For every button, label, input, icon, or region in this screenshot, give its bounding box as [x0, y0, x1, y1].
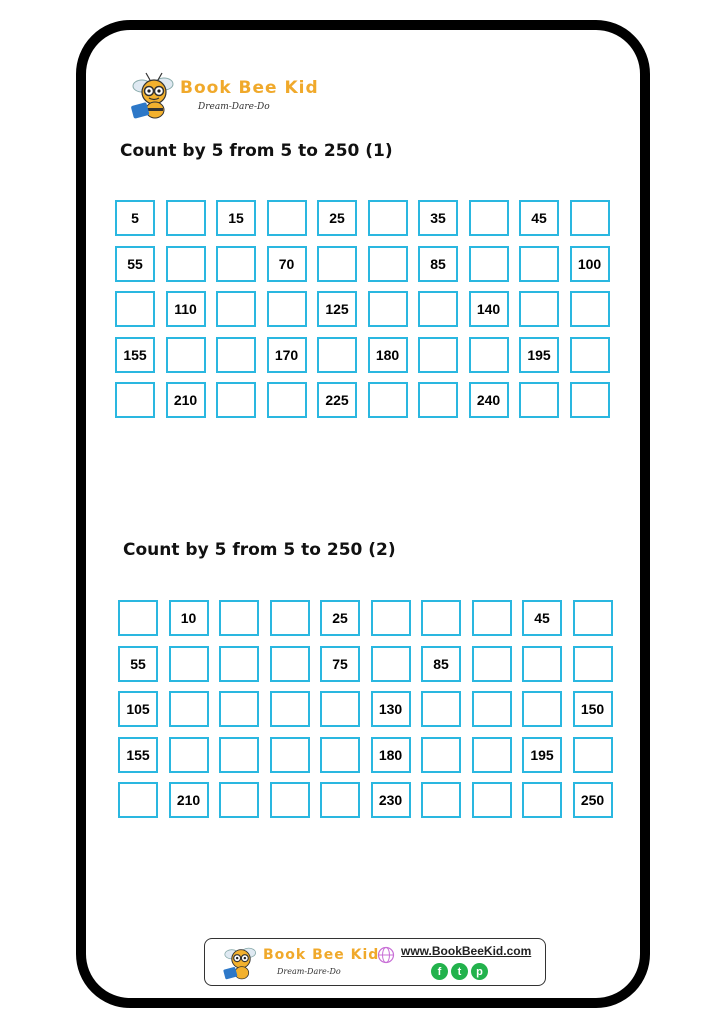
- blank-answer-cell[interactable]: [570, 337, 610, 373]
- blank-answer-cell[interactable]: [166, 200, 206, 236]
- blank-answer-cell[interactable]: [118, 600, 158, 636]
- brand-name: Book Bee Kid: [180, 78, 319, 98]
- number-cell: 85: [418, 246, 458, 282]
- number-cell: 100: [570, 246, 610, 282]
- number-cell: 105: [118, 691, 158, 727]
- number-cell: 110: [166, 291, 206, 327]
- blank-answer-cell[interactable]: [519, 246, 559, 282]
- blank-answer-cell[interactable]: [169, 737, 209, 773]
- number-cell: 230: [371, 782, 411, 818]
- blank-answer-cell[interactable]: [472, 600, 512, 636]
- footer-tagline: Dream-Dare-Do: [277, 967, 341, 976]
- number-cell: 45: [522, 600, 562, 636]
- blank-answer-cell[interactable]: [519, 382, 559, 418]
- number-cell: 75: [320, 646, 360, 682]
- number-cell: 45: [519, 200, 559, 236]
- blank-answer-cell[interactable]: [219, 691, 259, 727]
- blank-answer-cell[interactable]: [472, 646, 512, 682]
- blank-answer-cell[interactable]: [219, 646, 259, 682]
- pinterest-icon[interactable]: p: [471, 963, 488, 980]
- number-cell: 210: [166, 382, 206, 418]
- number-cell: 35: [418, 200, 458, 236]
- blank-answer-cell[interactable]: [267, 200, 307, 236]
- blank-answer-cell[interactable]: [216, 246, 256, 282]
- number-cell: 240: [469, 382, 509, 418]
- worksheet-title-2: Count by 5 from 5 to 250 (2): [123, 540, 396, 560]
- number-cell: 225: [317, 382, 357, 418]
- blank-answer-cell[interactable]: [166, 337, 206, 373]
- number-cell: 130: [371, 691, 411, 727]
- blank-answer-cell[interactable]: [522, 691, 562, 727]
- blank-answer-cell[interactable]: [368, 200, 408, 236]
- bee-mascot-icon: [221, 941, 261, 983]
- blank-answer-cell[interactable]: [371, 600, 411, 636]
- blank-answer-cell[interactable]: [169, 646, 209, 682]
- blank-answer-cell[interactable]: [320, 782, 360, 818]
- blank-answer-cell[interactable]: [573, 600, 613, 636]
- blank-answer-cell[interactable]: [219, 600, 259, 636]
- blank-answer-cell[interactable]: [219, 737, 259, 773]
- number-cell: 195: [519, 337, 559, 373]
- blank-answer-cell[interactable]: [166, 246, 206, 282]
- blank-answer-cell[interactable]: [270, 646, 310, 682]
- footer-brand-name: Book Bee Kid: [263, 947, 380, 963]
- blank-answer-cell[interactable]: [469, 337, 509, 373]
- number-cell: 170: [267, 337, 307, 373]
- blank-answer-cell[interactable]: [267, 382, 307, 418]
- twitter-icon[interactable]: t: [451, 963, 468, 980]
- blank-answer-cell[interactable]: [368, 291, 408, 327]
- number-cell: 150: [573, 691, 613, 727]
- www-icon: [377, 946, 395, 964]
- blank-answer-cell[interactable]: [118, 782, 158, 818]
- blank-answer-cell[interactable]: [472, 782, 512, 818]
- number-cell: 70: [267, 246, 307, 282]
- number-cell: 25: [317, 200, 357, 236]
- blank-answer-cell[interactable]: [270, 782, 310, 818]
- blank-answer-cell[interactable]: [219, 782, 259, 818]
- blank-answer-cell[interactable]: [522, 782, 562, 818]
- blank-answer-cell[interactable]: [472, 737, 512, 773]
- blank-answer-cell[interactable]: [570, 291, 610, 327]
- blank-answer-cell[interactable]: [270, 691, 310, 727]
- blank-answer-cell[interactable]: [472, 691, 512, 727]
- facebook-icon[interactable]: f: [431, 963, 448, 980]
- brand-logo: [128, 70, 319, 120]
- blank-answer-cell[interactable]: [570, 382, 610, 418]
- brand-tagline: Dream-Dare-Do: [198, 102, 270, 112]
- blank-answer-cell[interactable]: [418, 382, 458, 418]
- number-cell: 250: [573, 782, 613, 818]
- number-cell: 125: [317, 291, 357, 327]
- blank-answer-cell[interactable]: [421, 600, 461, 636]
- blank-answer-cell[interactable]: [169, 691, 209, 727]
- number-cell: 85: [421, 646, 461, 682]
- blank-answer-cell[interactable]: [270, 600, 310, 636]
- number-cell: 55: [118, 646, 158, 682]
- number-cell: 15: [216, 200, 256, 236]
- blank-answer-cell[interactable]: [418, 337, 458, 373]
- number-cell: 140: [469, 291, 509, 327]
- number-cell: 195: [522, 737, 562, 773]
- blank-answer-cell[interactable]: [320, 737, 360, 773]
- blank-answer-cell[interactable]: [519, 291, 559, 327]
- blank-answer-cell[interactable]: [317, 246, 357, 282]
- blank-answer-cell[interactable]: [418, 291, 458, 327]
- worksheet-title-1: Count by 5 from 5 to 250 (1): [120, 141, 393, 161]
- blank-answer-cell[interactable]: [371, 646, 411, 682]
- number-cell: 10: [169, 600, 209, 636]
- blank-answer-cell[interactable]: [570, 200, 610, 236]
- blank-answer-cell[interactable]: [216, 337, 256, 373]
- bee-mascot-icon: [128, 70, 180, 122]
- blank-answer-cell[interactable]: [573, 646, 613, 682]
- number-cell: 25: [320, 600, 360, 636]
- number-cell: 180: [371, 737, 411, 773]
- blank-answer-cell[interactable]: [421, 691, 461, 727]
- blank-answer-cell[interactable]: [522, 646, 562, 682]
- blank-answer-cell[interactable]: [368, 246, 408, 282]
- page-frame: [76, 20, 650, 1008]
- blank-answer-cell[interactable]: [320, 691, 360, 727]
- blank-answer-cell[interactable]: [216, 382, 256, 418]
- number-cell: 155: [118, 737, 158, 773]
- blank-answer-cell[interactable]: [270, 737, 310, 773]
- website-link[interactable]: www.BookBeeKid.com: [401, 944, 532, 958]
- blank-answer-cell[interactable]: [469, 246, 509, 282]
- blank-answer-cell[interactable]: [469, 200, 509, 236]
- blank-answer-cell[interactable]: [115, 291, 155, 327]
- blank-answer-cell[interactable]: [573, 737, 613, 773]
- number-cell: 55: [115, 246, 155, 282]
- number-cell: 5: [115, 200, 155, 236]
- blank-answer-cell[interactable]: [421, 782, 461, 818]
- blank-answer-cell[interactable]: [317, 337, 357, 373]
- blank-answer-cell[interactable]: [421, 737, 461, 773]
- footer-banner: [204, 938, 546, 986]
- number-cell: 210: [169, 782, 209, 818]
- number-cell: 180: [368, 337, 408, 373]
- blank-answer-cell[interactable]: [216, 291, 256, 327]
- blank-answer-cell[interactable]: [115, 382, 155, 418]
- blank-answer-cell[interactable]: [368, 382, 408, 418]
- number-cell: 155: [115, 337, 155, 373]
- blank-answer-cell[interactable]: [267, 291, 307, 327]
